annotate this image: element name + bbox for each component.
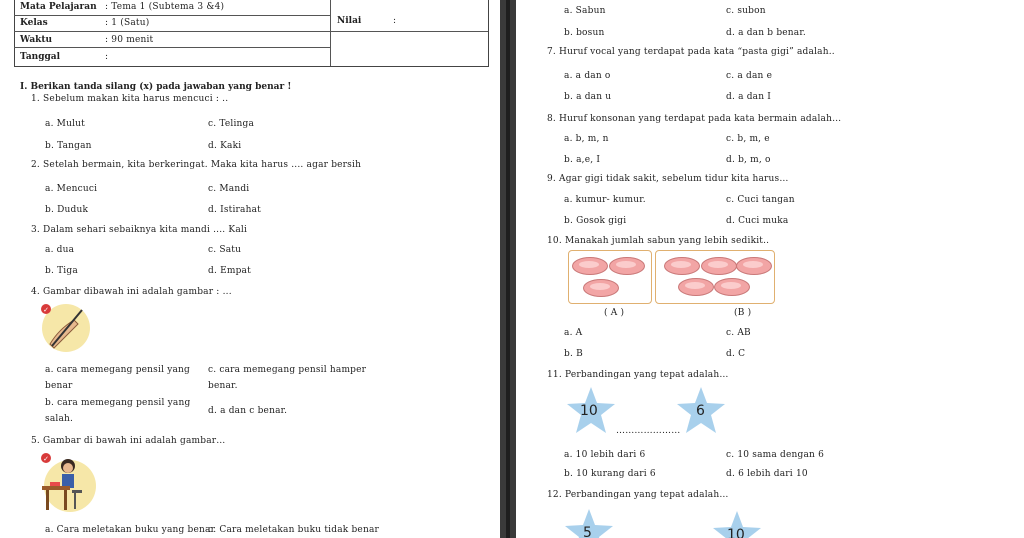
header-row-line: [14, 47, 330, 48]
option-d[interactable]: d. a dan c benar.: [208, 406, 288, 416]
soap-box-b: [655, 250, 775, 304]
option-b[interactable]: b. bosun: [564, 28, 605, 38]
option-c[interactable]: c. cara memegang pensil hamper: [208, 365, 367, 375]
question-text: 5. Gambar di bawah ini adalah gambar…: [31, 436, 226, 446]
svg-text:✓: ✓: [43, 306, 49, 314]
soap-icon: [583, 279, 619, 297]
option-b[interactable]: b. Tangan: [45, 141, 92, 151]
waktu-value: : 90 menit: [105, 35, 154, 45]
question-text: 4. Gambar dibawah ini adalah gambar : ...: [31, 287, 232, 297]
option-b[interactable]: b. Duduk: [45, 205, 89, 215]
option-a[interactable]: a. Sabun: [564, 6, 606, 16]
page-gutter: [500, 0, 516, 538]
star-icon: [564, 508, 614, 538]
option-a[interactable]: a. A: [564, 328, 583, 338]
question-text: 11. Perbandingan yang tepat adalah…: [547, 370, 729, 380]
option-a[interactable]: a. a dan o: [564, 71, 611, 81]
option-c[interactable]: c. Cara meletakan buku tidak benar: [208, 525, 380, 535]
star-icon: [676, 386, 726, 434]
star-number: 5: [583, 525, 592, 538]
option-d[interactable]: d. Istirahat: [208, 205, 261, 215]
star-icon: [712, 510, 762, 538]
option-c[interactable]: c. Satu: [208, 245, 242, 255]
option-b[interactable]: b. cara memegang pensil yang: [45, 398, 191, 408]
option-b[interactable]: b. Tiga: [45, 266, 78, 276]
reading-child-illustration: [38, 450, 96, 516]
option-a[interactable]: a. Mencuci: [45, 184, 98, 194]
option-a-cont: benar: [45, 381, 73, 391]
option-a[interactable]: a. b, m, n: [564, 134, 609, 144]
question-text: 3. Dalam sehari sebaiknya kita mandi .... Kali: [31, 225, 248, 235]
option-b[interactable]: b. a,e, I: [564, 155, 601, 165]
question-text: 8. Huruf konsonan yang terdapat pada kata bermain adalah…: [547, 114, 842, 124]
option-c[interactable]: c. b, m, e: [726, 134, 770, 144]
section-title: I. Berikan tanda silang (x) pada jawaban yang benar !: [20, 82, 292, 92]
option-a[interactable]: a. cara memegang pensil yang: [45, 365, 191, 375]
option-c[interactable]: c. Cuci tangan: [726, 195, 795, 205]
option-d[interactable]: d. C: [726, 349, 746, 359]
option-d[interactable]: d. a dan I: [726, 92, 772, 102]
box-b-label: (B ): [734, 308, 752, 318]
soap-icon: [736, 257, 772, 275]
option-a[interactable]: a. kumur- kumur.: [564, 195, 646, 205]
soap-box-a: [568, 250, 652, 304]
option-b[interactable]: b. 10 kurang dari 6: [564, 469, 656, 479]
option-b[interactable]: b. a dan u: [564, 92, 612, 102]
kelas-label: Kelas: [20, 18, 48, 28]
waktu-label: Waktu: [20, 35, 53, 45]
kelas-value: : 1 (Satu): [105, 18, 150, 28]
tanggal-value: :: [105, 52, 109, 62]
right-page: [516, 0, 1024, 538]
soap-icon: [678, 278, 714, 296]
header-row-line: [14, 31, 330, 32]
nilai-label: Nilai: [337, 16, 362, 26]
option-a[interactable]: a. Mulut: [45, 119, 85, 129]
option-d[interactable]: d. Kaki: [208, 141, 242, 151]
option-b[interactable]: b. Gosok gigi: [564, 216, 627, 226]
header-row-line: [14, 15, 330, 16]
option-c[interactable]: c. Telinga: [208, 119, 255, 129]
mapel-value: : Tema 1 (Subtema 3 &4): [105, 2, 225, 12]
option-a[interactable]: a. 10 lebih dari 6: [564, 450, 646, 460]
star-number: 6: [696, 403, 705, 419]
nilai-value: :: [393, 16, 397, 26]
star-number: 10: [727, 527, 745, 538]
question-text: 10. Manakah jumlah sabun yang lebih sedikit..: [547, 236, 770, 246]
option-d[interactable]: d. Empat: [208, 266, 251, 276]
tanggal-label: Tanggal: [20, 52, 61, 62]
pencil-grip-illustration: [38, 300, 92, 354]
soap-icon: [664, 257, 700, 275]
mapel-label: Mata Pelajaran: [20, 2, 97, 12]
soap-icon: [701, 257, 737, 275]
box-a-label: ( A ): [604, 308, 625, 318]
soap-icon: [714, 278, 750, 296]
option-a[interactable]: a. dua: [45, 245, 75, 255]
svg-text:✓: ✓: [43, 455, 49, 463]
option-c-cont: benar.: [208, 381, 238, 391]
option-c[interactable]: c. subon: [726, 6, 766, 16]
option-a[interactable]: a. Cara meletakan buku yang benar: [45, 525, 216, 535]
option-d[interactable]: d. b, m, o: [726, 155, 771, 165]
left-page: [0, 0, 500, 538]
option-c[interactable]: c. AB: [726, 328, 751, 338]
soap-icon: [572, 257, 608, 275]
option-c[interactable]: c. 10 sama dengan 6: [726, 450, 825, 460]
option-c[interactable]: c. a dan e: [726, 71, 773, 81]
question-text: 12. Perbandingan yang tepat adalah…: [547, 490, 729, 500]
question-text: 2. Setelah bermain, kita berkeringat. Maka kita harus .... agar bersih: [31, 160, 362, 170]
option-c[interactable]: c. Mandi: [208, 184, 250, 194]
question-text: 9. Agar gigi tidak sakit, sebelum tidur kita harus…: [547, 174, 789, 184]
header-col-line: [330, 0, 331, 66]
question-text: 1. Sebelum makan kita harus mencuci : ..: [31, 94, 229, 104]
option-b-cont: salah.: [45, 414, 74, 424]
option-d[interactable]: d. Cuci muka: [726, 216, 789, 226]
question-text: 7. Huruf vocal yang terdapat pada kata “pasta gigi” adalah..: [547, 47, 835, 57]
option-d[interactable]: d. a dan b benar.: [726, 28, 806, 38]
comparison-blank[interactable]: …………………: [616, 426, 681, 436]
header-row-line: [330, 31, 488, 32]
option-d[interactable]: d. 6 lebih dari 10: [726, 469, 808, 479]
option-b[interactable]: b. B: [564, 349, 583, 359]
star-icon: [566, 386, 616, 434]
star-number: 10: [580, 403, 598, 419]
soap-icon: [609, 257, 645, 275]
